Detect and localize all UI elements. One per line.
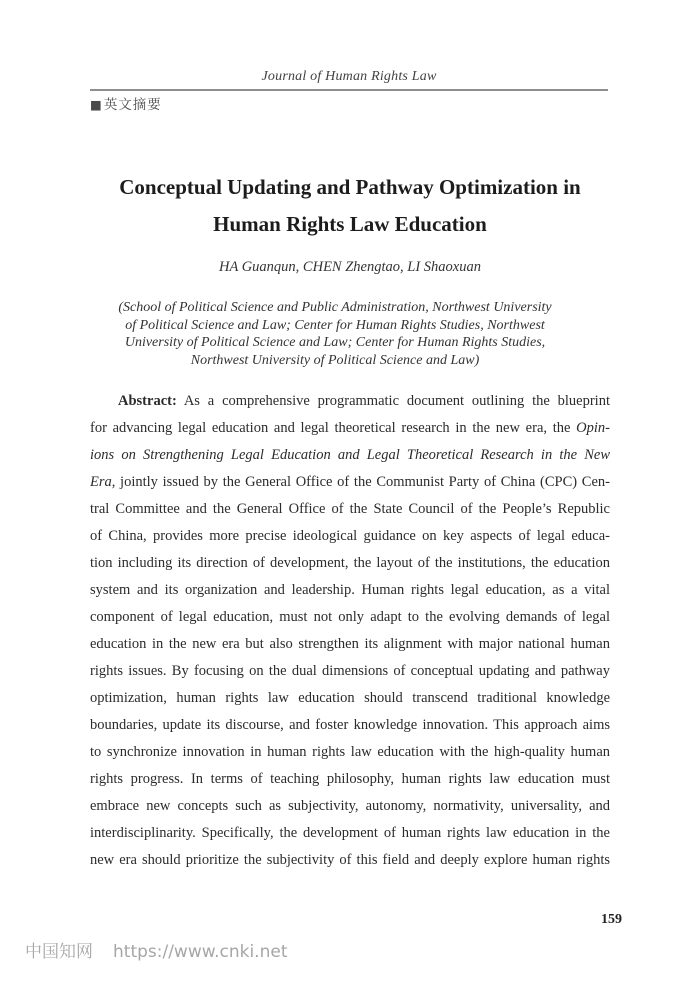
abstract-text-run: tral Committee and the General Office of the State Council of the People’s Republic [90,501,610,517]
article-title [90,169,610,243]
abstract-line [90,604,610,631]
abstract-text-run: of China, provides more precise ideological guidance on key aspects of legal educa- [90,528,610,544]
abstract-line [90,712,610,739]
abstract-text-run: , jointly issued by the General Office of the Communist Party of China (CPC) Cen- [111,474,610,490]
abstract-line [90,550,610,577]
abstract-text-run: interdisciplinarity. Specifically, the development of human rights law education in the [90,825,610,841]
abstract-line [90,847,610,874]
article-title-line2: Human Rights Law Education [213,212,487,236]
affiliation-line: of Political Science and Law; Center for Human Rights Studies, Northwest [125,317,545,333]
abstract-line [90,415,610,442]
article-title-line1: Conceptual Updating and Pathway Optimization in [119,175,581,199]
abstract-line [90,388,610,415]
abstract-text-run: Opin- [576,420,610,436]
abstract-text-run: education in the new era but also strengthen its alignment with major national human [90,636,610,652]
abstract-line [90,820,610,847]
watermark [25,941,287,963]
header-rule [90,89,608,91]
affiliation-line: Northwest University of Political Science and Law) [190,352,480,368]
affiliation-line: University of Political Science and Law; Center for Human Rights Studies, [124,335,546,350]
abstract-text-run: system and its organization and leadership. Human rights legal education, as a vital [90,582,610,598]
abstract-text-run: As a comprehensive programmatic document outlining the blueprint [176,393,610,409]
affiliation-line: (School of Political Science and Public Administration, Northwest University [118,300,552,315]
abstract-text-run: new era should prioritize the subjectivity of this field and deeply explore human rights [90,852,610,868]
abstract-line [90,442,610,469]
abstract-text-run: to synchronize innovation in human rights law education with the high-quality human [90,744,610,760]
abstract-text-run: ions on Strengthening Legal Education and Legal Theoretical Research in the New [90,447,610,463]
affiliation [95,299,575,369]
abstract-text-run: Abstract: [118,393,177,409]
abstract-line [90,631,610,658]
abstract-text-run: rights progress. In terms of teaching philosophy, human rights law education must [90,771,610,787]
abstract-line [90,496,610,523]
section-label-text: 英文摘要 [103,97,162,113]
abstract [90,388,610,874]
section-label [90,96,162,114]
abstract-text-run: tion including its direction of development, the layout of the institutions, the education [90,555,610,571]
abstract-text-run: component of legal education, must not only adapt to the evolving demands of legal [90,609,610,625]
authors: HA Guanqun, CHEN Zhengtao, LI Shaoxuan [219,259,481,275]
abstract-line [90,658,610,685]
abstract-line [90,577,610,604]
abstract-text-run: Era [90,474,112,490]
section-marker-icon: ■ [90,97,103,112]
cnki-url: https://www.cnki.net [113,942,288,962]
abstract-text-run: optimization, human rights law education should transcend traditional knowledge [90,690,610,706]
abstract-line [90,469,610,496]
abstract-text-run: for advancing legal education and legal theoretical research in the new era, the [90,420,577,436]
abstract-text-run: rights issues. By focusing on the dual dimensions of conceptual updating and pathway [90,663,610,679]
abstract-line [90,793,610,820]
abstract-line [90,739,610,766]
abstract-line [90,766,610,793]
abstract-text-run: boundaries, update its discourse, and foster knowledge innovation. This approach aims [90,717,610,733]
abstract-text-run: embrace new concepts such as subjectivity, autonomy, normativity, universality, and [90,798,610,814]
journal-title: Journal of Human Rights Law [261,69,437,84]
cnki-logo-text: 中国知网 [25,942,93,962]
abstract-line [90,685,610,712]
page-number: 159 [601,912,622,927]
abstract-line [90,523,610,550]
